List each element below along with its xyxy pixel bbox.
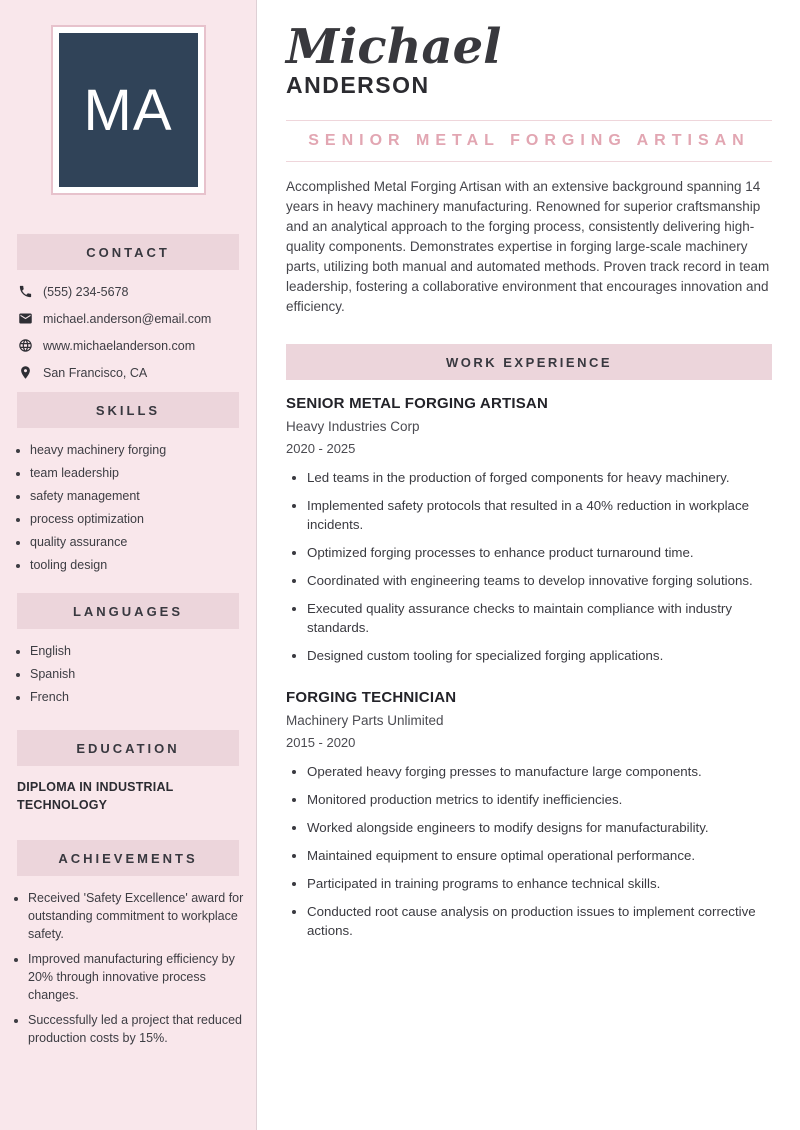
sidebar (0, 0, 257, 1130)
job-title: SENIOR METAL FORGING ARTISAN (286, 395, 548, 412)
contact-row-website (18, 338, 246, 353)
job-entry-2 (286, 689, 772, 940)
job-bullet: • Maintained equipment to ensure optimal operational performance. (307, 846, 772, 865)
languages-section-heading: LANGUAGES (17, 593, 239, 629)
job-bullet-list (286, 762, 772, 940)
work-experience-heading: WORK EXPERIENCE (286, 344, 772, 380)
education-section-heading: EDUCATION (17, 730, 239, 766)
contact-row-location (18, 365, 246, 380)
main-column (257, 0, 800, 1130)
monogram: MA (59, 33, 198, 187)
languages-list (0, 644, 256, 705)
contact-row-email (18, 311, 246, 326)
first-name: Michael (286, 19, 502, 75)
language-item: • Spanish (30, 667, 256, 682)
contact-website: www.michaelanderson.com (43, 338, 196, 353)
last-name: ANDERSON (286, 72, 430, 98)
skills-section-heading: SKILLS (17, 392, 239, 428)
achievements-section-heading: ACHIEVEMENTS (17, 840, 239, 876)
job-bullet-list (286, 468, 772, 665)
job-company: Heavy Industries Corp (286, 419, 420, 434)
skill-item: • process optimization (30, 512, 256, 527)
skill-item: • safety management (30, 489, 256, 504)
skill-item: • team leadership (30, 466, 256, 481)
contact-phone: (555) 234-5678 (43, 284, 129, 299)
job-bullet: • Participated in training programs to enhance technical skills. (307, 874, 772, 893)
professional-summary: Accomplished Metal Forging Artisan with an extensive background spanning 14 years in heavy machinery manufacturing. Renowned for superior craftsmanship and an analytical approach to the forging process, consistently delivering high-quality components. Demonstrates expertise in forging large-scale machinery parts, utilizing both manual and automated methods. Proven track record in team leadership, fostering a collaborative environment that encourages innovation and efficiency. (286, 179, 770, 314)
job-bullet: • Conducted root cause analysis on production issues to implement corrective actions. (307, 902, 772, 940)
job-company: Machinery Parts Unlimited (286, 713, 444, 728)
skill-item: • heavy machinery forging (30, 443, 256, 458)
achievement-item: • Improved manufacturing efficiency by 20% through innovative process changes. (28, 950, 256, 1004)
job-bullet: • Monitored production metrics to identify inefficiencies. (307, 790, 772, 809)
job-bullet: • Executed quality assurance checks to maintain compliance with industry standards. (307, 599, 772, 637)
language-item: • English (30, 644, 256, 659)
page-title: SENIOR METAL FORGING ARTISAN (308, 132, 750, 149)
achievement-item: • Successfully led a project that reduced production costs by 15%. (28, 1011, 256, 1047)
contact-row-phone (18, 284, 246, 299)
skills-list (0, 443, 256, 573)
location-icon (18, 365, 33, 380)
divider-bottom (286, 161, 772, 162)
contact-section-heading: CONTACT (17, 234, 239, 270)
globe-icon (18, 338, 33, 353)
job-title: FORGING TECHNICIAN (286, 689, 457, 706)
job-bullet: • Designed custom tooling for specialized forging applications. (307, 646, 772, 665)
job-dates: 2015 - 2020 (286, 735, 356, 750)
job-bullet: • Coordinated with engineering teams to develop innovative forging solutions. (307, 571, 772, 590)
contact-email: michael.anderson@email.com (43, 311, 212, 326)
achievement-item: • Received 'Safety Excellence' award for outstanding commitment to workplace safety. (28, 889, 256, 943)
contact-list (0, 270, 256, 380)
job-bullet: • Optimized forging processes to enhance product turnaround time. (307, 543, 772, 562)
contact-location: San Francisco, CA (43, 365, 148, 380)
job-bullet: • Worked alongside engineers to modify designs for manufacturability. (307, 818, 772, 837)
skill-item: • quality assurance (30, 535, 256, 550)
divider-top (286, 120, 772, 121)
job-bullet: • Implemented safety protocols that resulted in a 40% reduction in workplace incidents. (307, 496, 772, 534)
email-icon (18, 311, 33, 326)
job-bullet: • Operated heavy forging presses to manufacture large components. (307, 762, 772, 781)
job-bullet: • Led teams in the production of forged components for heavy machinery. (307, 468, 772, 487)
monogram-frame (51, 25, 206, 195)
skill-item: • tooling design (30, 558, 256, 573)
job-dates: 2020 - 2025 (286, 441, 356, 456)
phone-icon (18, 284, 33, 299)
language-item: • French (30, 690, 256, 705)
achievements-list (0, 889, 256, 1047)
education-degree: DIPLOMA IN INDUSTRIAL TECHNOLOGY (17, 780, 174, 812)
job-entry-1 (286, 395, 772, 665)
